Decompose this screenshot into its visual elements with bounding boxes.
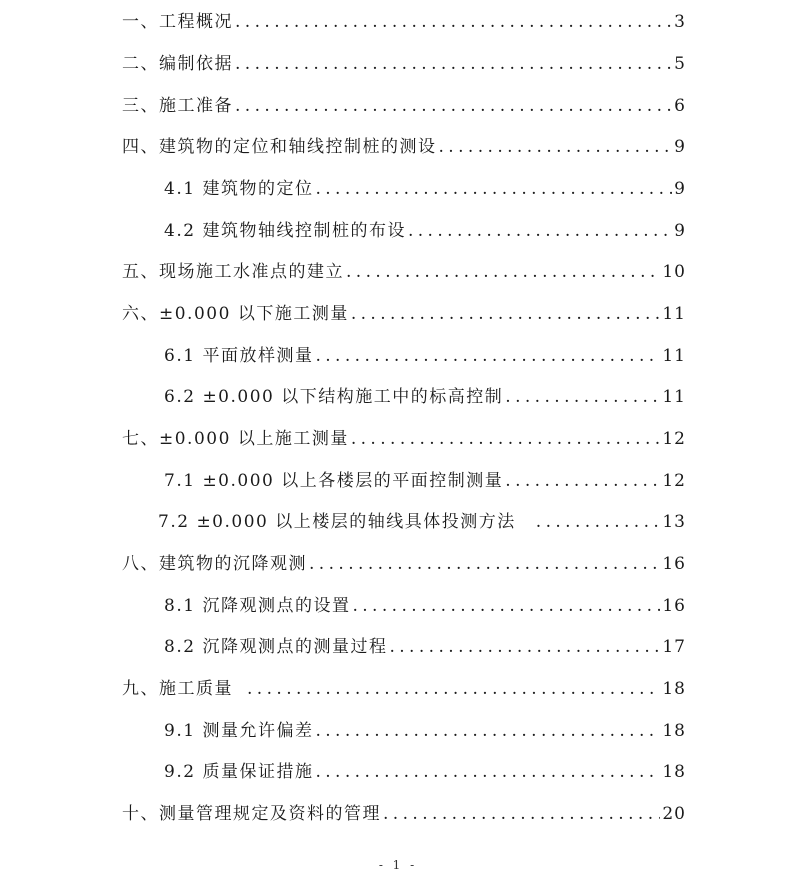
- toc-entry-page: 3: [674, 12, 686, 32]
- toc-dot-leader: [351, 304, 661, 324]
- toc-entry-page: 20: [662, 804, 686, 824]
- toc-entry-title: 七、±0.000 以上施工测量: [122, 429, 349, 449]
- toc-dot-leader: [389, 637, 660, 657]
- toc-entry[interactable]: [164, 711, 686, 741]
- toc-entry[interactable]: [122, 127, 686, 157]
- toc-entry-title: 4.2 建筑物轴线控制桩的布设: [164, 221, 406, 241]
- toc-entry-page: 10: [662, 262, 686, 282]
- toc-dot-leader: [383, 804, 660, 824]
- toc-entry-title: 一、工程概况: [122, 12, 233, 32]
- toc-entry-title: 二、编制依据: [122, 54, 233, 74]
- toc-dot-leader: [315, 762, 660, 782]
- toc-entry-title: 7.2 ±0.000 以上楼层的轴线具体投测方法: [158, 512, 516, 532]
- toc-dot-leader: [505, 471, 660, 491]
- toc-dot-leader: [536, 512, 661, 532]
- toc-dot-leader: [408, 221, 672, 241]
- toc-entry-page: 11: [662, 304, 686, 324]
- toc-entry[interactable]: [122, 86, 686, 116]
- toc-entry[interactable]: [122, 669, 686, 699]
- toc-dot-leader: [352, 596, 660, 616]
- toc-entry-page: 12: [662, 471, 686, 491]
- toc-entry-title: 九、施工质量: [122, 679, 233, 699]
- toc-entry-title: 9.2 质量保证措施: [164, 762, 314, 782]
- toc-entry-page: 11: [662, 346, 686, 366]
- toc-entry[interactable]: [164, 461, 686, 491]
- toc-entry-page: 16: [662, 554, 686, 574]
- toc-dot-leader: [439, 137, 673, 157]
- toc-entry-page: 6: [674, 96, 686, 116]
- toc-entry[interactable]: [164, 586, 686, 616]
- toc-dot-leader: [315, 179, 672, 199]
- toc-dot-leader: [351, 429, 661, 449]
- toc-entry[interactable]: [122, 44, 686, 74]
- toc-entry[interactable]: [122, 252, 686, 282]
- toc-entry-page: 9: [674, 221, 686, 241]
- toc-entry-title: 8.1 沉降观测点的设置: [164, 596, 351, 616]
- toc-entry[interactable]: [122, 794, 686, 824]
- toc-entry[interactable]: [122, 2, 686, 32]
- toc-entry-page: 5: [674, 54, 686, 74]
- toc-entry-title: 三、施工准备: [122, 96, 233, 116]
- toc-entry-page: 12: [662, 429, 686, 449]
- toc-dot-leader: [315, 346, 660, 366]
- toc-dot-leader: [346, 262, 660, 282]
- toc-entry-page: 16: [662, 596, 686, 616]
- toc-entry[interactable]: [158, 502, 686, 532]
- toc-dot-leader: [235, 96, 672, 116]
- toc-entry-page: 13: [662, 512, 686, 532]
- toc-entry-title: 六、±0.000 以下施工测量: [122, 304, 349, 324]
- toc-entry-page: 18: [662, 721, 686, 741]
- toc-dot-leader: [235, 12, 672, 32]
- toc-entry[interactable]: [164, 169, 686, 199]
- toc-dot-leader: [315, 721, 660, 741]
- toc-entry-page: 9: [674, 137, 686, 157]
- toc-entry-title: 8.2 沉降观测点的测量过程: [164, 637, 388, 657]
- toc-entry-title: 十、测量管理规定及资料的管理: [122, 804, 381, 824]
- toc-entry[interactable]: [164, 752, 686, 782]
- toc-entry-title: 四、建筑物的定位和轴线控制桩的测设: [122, 137, 437, 157]
- toc-entry-page: 18: [662, 679, 686, 699]
- toc-dot-leader: [309, 554, 660, 574]
- toc-dot-leader: [505, 387, 660, 407]
- toc-entry-page: 11: [662, 387, 686, 407]
- toc-entry[interactable]: [122, 544, 686, 574]
- toc-entry[interactable]: [164, 627, 686, 657]
- toc-entry[interactable]: [164, 377, 686, 407]
- toc-entry[interactable]: [122, 419, 686, 449]
- toc-entry-page: 18: [662, 762, 686, 782]
- toc-entry-title: 7.1 ±0.000 以上各楼层的平面控制测量: [164, 471, 504, 491]
- toc-dot-leader: [235, 54, 672, 74]
- toc-dot-leader: [247, 679, 660, 699]
- toc-entry-title: 4.1 建筑物的定位: [164, 179, 314, 199]
- toc-entry-title: 6.1 平面放样测量: [164, 346, 314, 366]
- toc-entry[interactable]: [164, 211, 686, 241]
- toc-entry-page: 17: [662, 637, 686, 657]
- toc-entry[interactable]: [122, 294, 686, 324]
- toc-entry-title: 五、现场施工水准点的建立: [122, 262, 344, 282]
- toc-entry-page: 9: [674, 179, 686, 199]
- toc-entry-title: 八、建筑物的沉降观测: [122, 554, 307, 574]
- toc-entry[interactable]: [164, 336, 686, 366]
- toc-entry-title: 6.2 ±0.000 以下结构施工中的标高控制: [164, 387, 504, 407]
- toc-entry-title: 9.1 测量允许偏差: [164, 721, 314, 741]
- page-number-footer: - 1 -: [378, 858, 418, 872]
